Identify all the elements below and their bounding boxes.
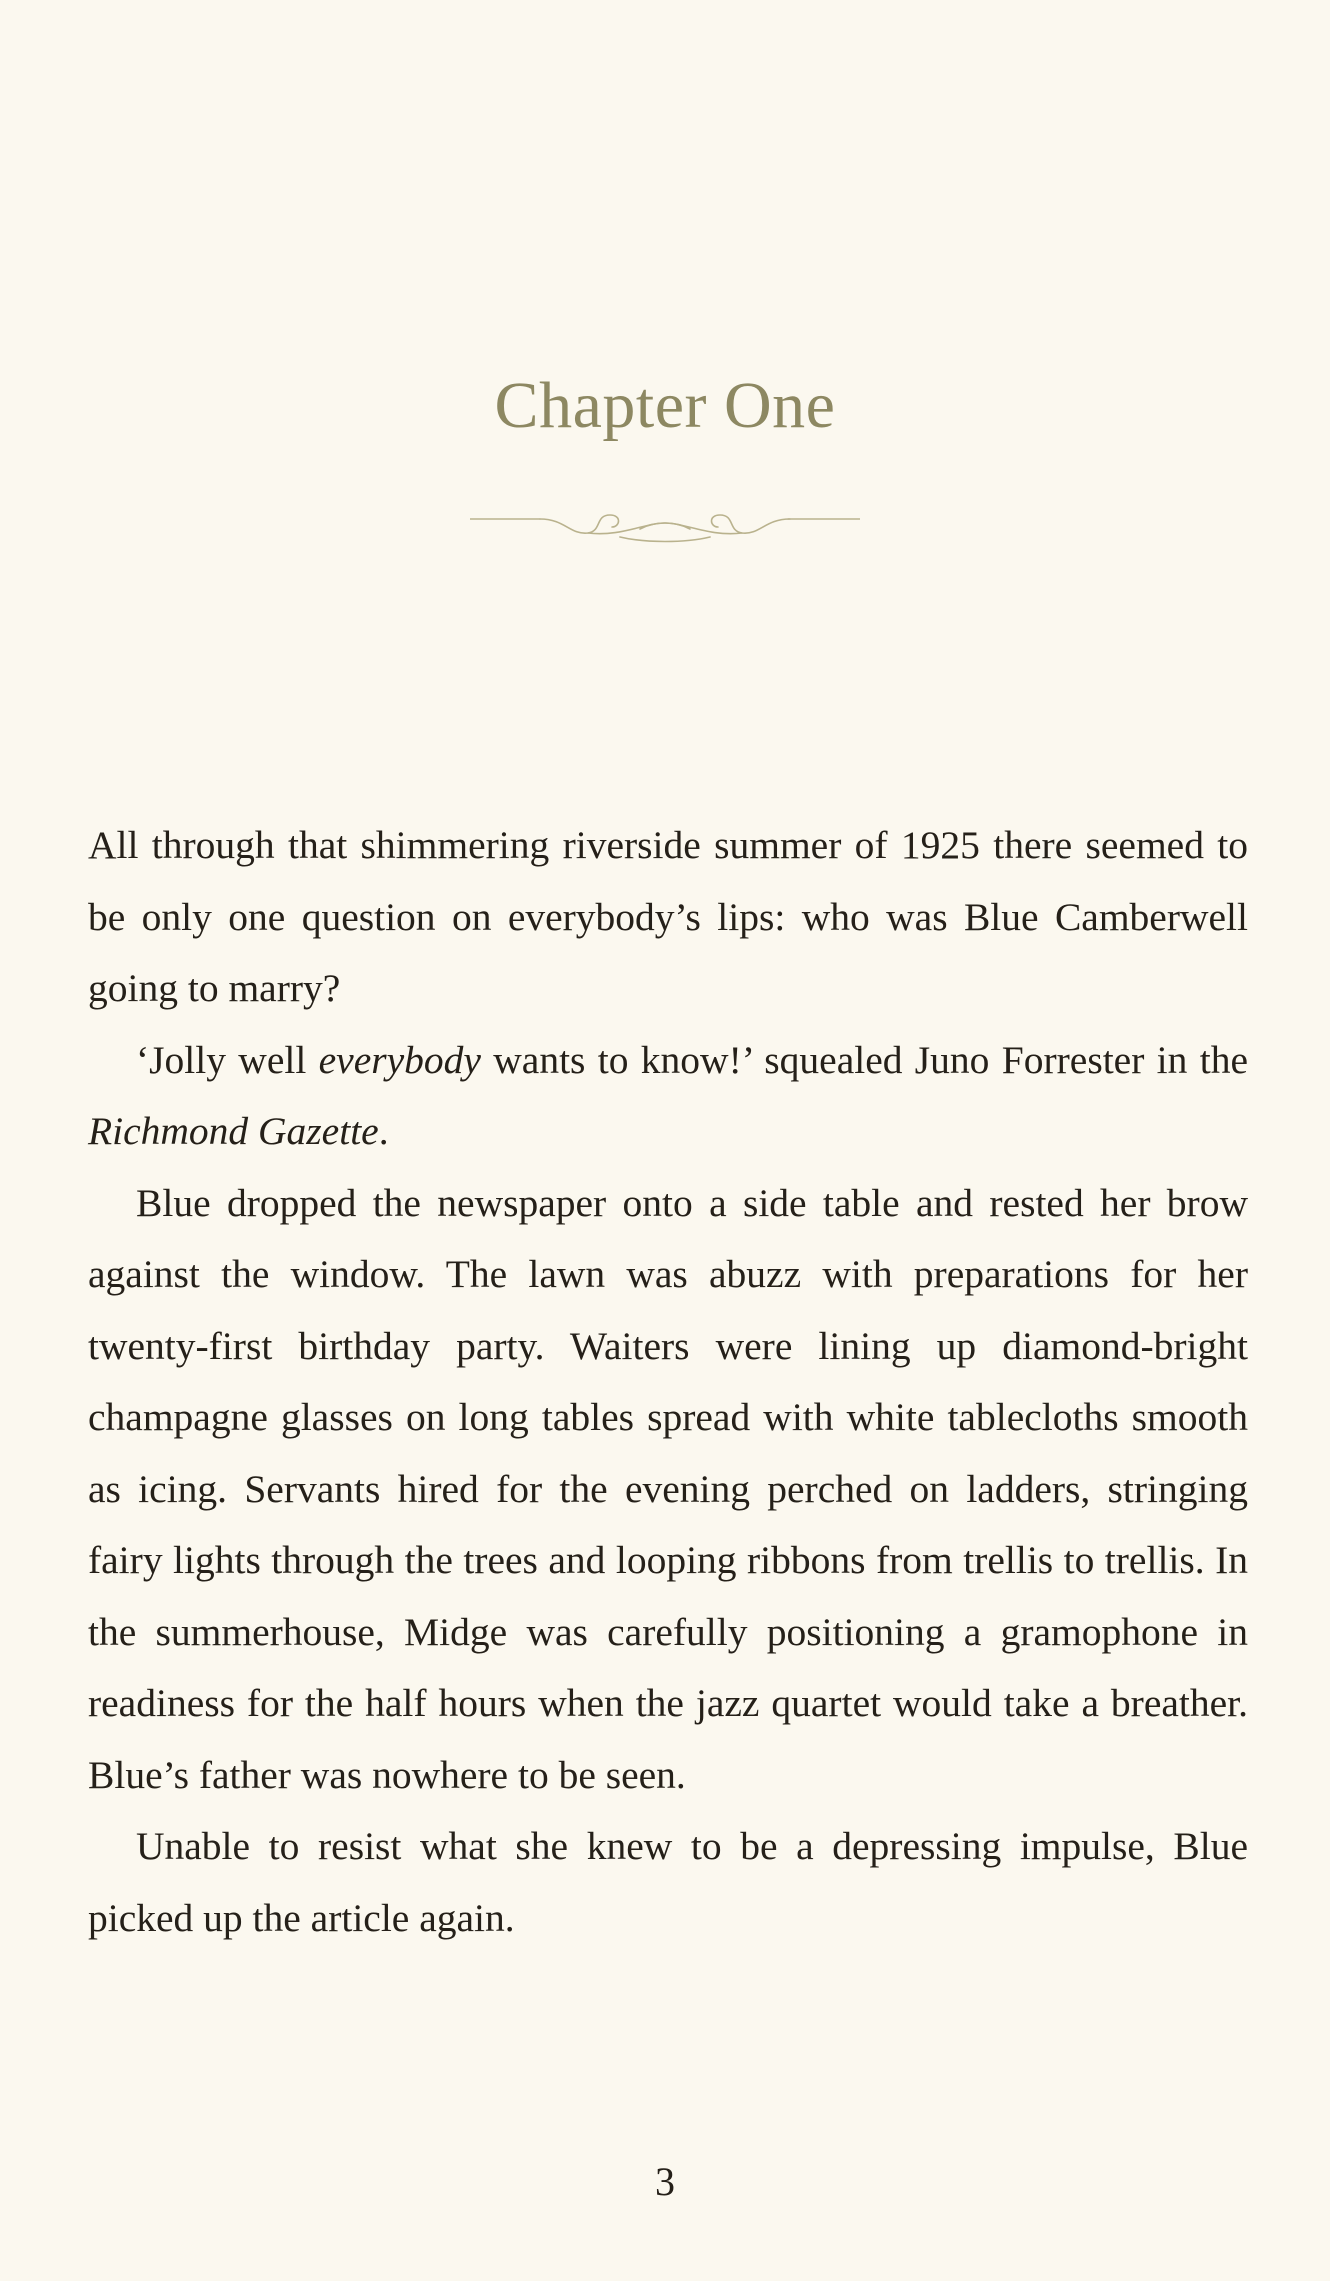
paragraph-4: Unable to resist what she knew to be a depressing impulse, Blue picked up the article again. <box>88 1824 1248 1940</box>
page-number: 3 <box>655 2159 675 2204</box>
body-text <box>88 810 1248 1954</box>
paragraph-2-part-3: . <box>378 1109 389 1153</box>
paragraph-2-part-1: ‘Jolly well <box>136 1037 319 1082</box>
paragraph-3: Blue dropped the newspaper onto a side table and rested her brow against the window. The lawn was abuzz with preparations for her twenty-first birthday party. Waiters were lining up diamond-bright champagne glasses on long tables spread with white tablecloths smooth as icing. Servants hired for the evening perched on ladders, stringing fairy lights through the trees and looping ribbons from trellis to trellis. In the summerhouse, Midge was carefully positioning a gramophone in readiness for the half hours when the jazz quartet would take a breather. Blue’s father was nowhere to be seen. <box>88 1180 1248 1797</box>
paragraph-1: All through that shimmering riverside summer of 1925 there seemed to be only one question on everybody’s lips: who was Blue Camberwell going to marry? <box>88 823 1248 1010</box>
chapter-title: Chapter One <box>494 369 836 442</box>
paragraph-2 <box>88 1025 1248 1168</box>
paragraph-2-part-2: wants to know!’ squealed Juno Forrester in the <box>480 1037 1248 1082</box>
flourish-divider-icon <box>470 503 860 553</box>
paragraph-2-italic-2: Richmond Gazette <box>88 1109 379 1153</box>
paragraph-2-italic-1: everybody <box>318 1037 481 1082</box>
